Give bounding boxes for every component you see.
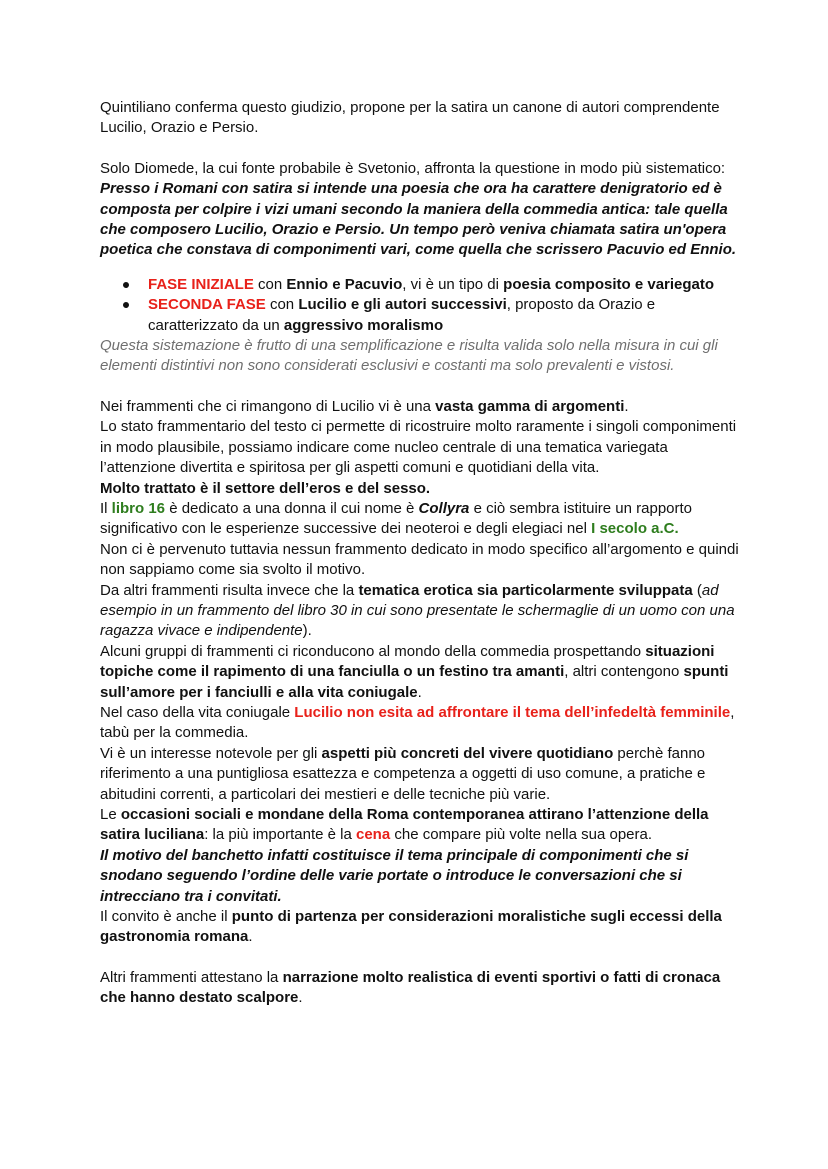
line-eros: Molto trattato è il settore dell’eros e del sesso.	[100, 479, 431, 497]
phase-list	[100, 275, 740, 336]
line-banchetto: Il motivo del banchetto infatti costituisce il tema principale di componimenti che si snodano seguendo l’ordine delle varie portate o introduce le conversazioni che si intrecciano tra i convitati.	[100, 846, 689, 905]
paragraph-quintiliano: Quintiliano conferma questo giudizio, propone per la satira un canone di autori comprendente Lucilio, Orazio e Persio.	[100, 99, 720, 137]
paragraph-diomede: Solo Diomede, la cui fonte probabile è Svetonio, affronta la questione in modo più sistematico:	[100, 159, 726, 177]
line-argomenti: Nei frammenti che ci rimangono di Lucilio vi è una vasta gamma di argomenti.	[100, 397, 629, 415]
line-occasioni-sociali: Le occasioni sociali e mondane della Roma contemporanea attirano l’attenzione della satira luciliana: la più importante è la cena che compare più volte nella sua opera.	[100, 806, 709, 844]
line-vivere-quotidiano: Vi è un interesse notevole per gli aspetti più concreti del vivere quotidiano perchè fanno riferimento a una puntigliosa esattezza e competenza a oggetti di uso comune, a pratiche e abitudini correnti, a particolari dei mestieri e delle tecniche più varie.	[100, 744, 706, 803]
note-paragraph: Questa sistemazione è frutto di una semplificazione e risulta valida solo nella misura in cui gli elementi distintivi non sono considerati esclusivi e costanti ma solo prevalenti e vistosi.	[100, 337, 718, 375]
line-vita-coniugale: Nel caso della vita coniugale Lucilio non esita ad affrontare il tema dell’infedeltà femminile, tabù per la commedia.	[100, 703, 735, 742]
line-commedia: Alcuni gruppi di frammenti ci riconducono al mondo della commedia prospettando situazioni topiche come il rapimento di una fanciulla o un festino tra amanti, altri contengono spunti sull’amore per i fanciulli e alla vita coniugale.	[100, 642, 729, 701]
line-frammentario: Lo stato frammentario del testo ci permette di ricostruire molto raramente i singoli componimenti in modo plausibile, possiamo indicare come nucleo centrale di una tematica variegata l’attenzione divertita e spiritosa per gli aspetti comuni e quotidiani della vita.	[100, 418, 737, 477]
diomede-quote: Presso i Romani con satira si intende una poesia che ora ha carattere denigratorio ed è composta per colpire i vizi umani secondo la maniera della commedia antica: tale quella che composero Lucilio, Orazio e Persio. Un tempo però veniva chiamata satira un'opera poetica che constava di componimenti vari, come quella che scrissero Pacuvio ed Ennio.	[100, 180, 737, 259]
phase-item-initial: FASE INIZIALE con Ennio e Pacuvio, vi è un tipo di poesia composito e variegato	[148, 275, 740, 295]
line-libro-16: Il libro 16 è dedicato a una donna il cui nome è Collyra e ciò sembra istituire un rapporto significativo con le esperienze successive dei neoteroi e degli elegiaci nel I secolo a.C.	[100, 499, 693, 538]
line-convito: Il convito è anche il punto di partenza per considerazioni moralistiche sugli eccessi della gastronomia romana.	[100, 908, 722, 946]
paragraph-altri-frammenti: Altri frammenti attestano la narrazione molto realistica di eventi sportivi o fatti di cronaca che hanno destato scalpore.	[100, 968, 721, 1007]
phase-item-second: SECONDA FASE con Lucilio e gli autori successivi, proposto da Orazio e caratterizzato da un aggressivo moralismo	[148, 295, 740, 336]
document-page	[100, 98, 740, 1009]
line-tematica-erotica: Da altri frammenti risulta invece che la tematica erotica sia particolarmente sviluppata (ad esempio in un frammento del libro 30 in cui sono presentate le schermaglie di un uomo con una ragazza vivace e indipendente).	[100, 581, 735, 640]
line-non-pervenuto: Non ci è pervenuto tuttavia nessun frammento dedicato in modo specifico all’argomento e quindi non sappiamo come sia svolto il motivo.	[100, 540, 739, 579]
